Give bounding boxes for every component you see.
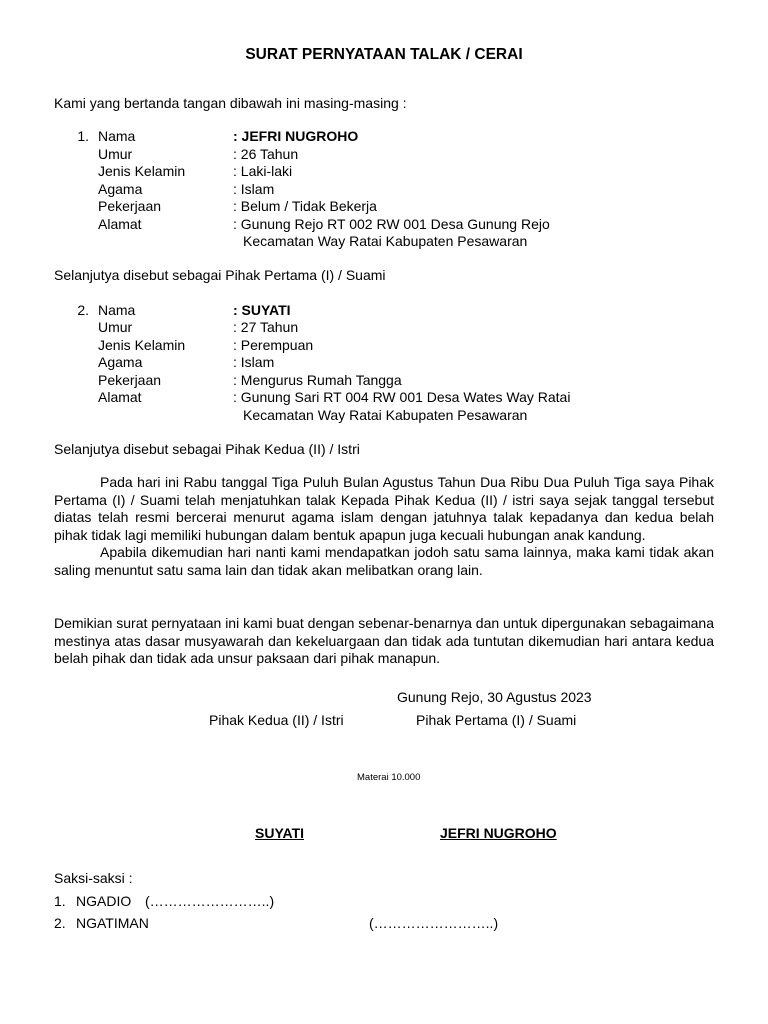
paragraph-divorce-statement: Pada hari ini Rabu tanggal Tiga Puluh Bulan Agustus Tahun Dua Ribu Dua Puluh Tiga saya Pihak Pertama (I) / Suami telah menjatuhkan talak Kepada Pihak Kedua (II) / istri saya sejak tanggal tersebut diatas telah resmi bercerai menurut agama islam dengan jatuhnya talak kepadanya dan kedua belah pihak tidak lagi memiliki hubungan dalam bentuk apapun juga kecuali hubungan anak kandung.: [54, 474, 714, 543]
signature-label-first-party: Pihak Pertama (I) / Suami: [416, 712, 577, 728]
closing-text: Demikian surat pernyataan ini kami buat dengan sebenar-benarnya dan untuk dipergunakan sebagaimana mestinya atas dasar musyawarah dan kekeluargaan dan tidak ada tuntutan dikemudian hari antara kedua belah pihak dan tidak ada unsur paksaan dari pihak manapun.: [54, 615, 714, 666]
witness-1-signature-blank: (……………………..): [145, 893, 275, 909]
party1-address-line2: Kecamatan Way Ratai Kabupaten Pesawaran: [243, 233, 528, 249]
signature-name-first-party: JEFRI NUGROHO: [440, 825, 557, 841]
party2-address-label: Alamat: [98, 389, 142, 405]
party2-religion-label: Agama: [98, 354, 143, 370]
witness-heading: Saksi-saksi :: [54, 870, 133, 886]
party2-name-label: Nama: [98, 302, 136, 318]
party1-religion-value: : Islam: [233, 181, 275, 197]
party2-age-label: Umur: [98, 319, 133, 335]
party2-address-line2: Kecamatan Way Ratai Kabupaten Pesawaran: [243, 407, 528, 423]
witness-2-name: NGATIMAN: [76, 915, 149, 931]
party1-address-label: Alamat: [98, 216, 142, 232]
place-date: Gunung Rejo, 30 Agustus 2023: [397, 689, 592, 705]
party1-designation: Selanjutya disebut sebagai Pihak Pertama (I) / Suami: [54, 267, 386, 283]
signature-label-second-party: Pihak Kedua (II) / Istri: [209, 712, 344, 728]
party1-name-value: : JEFRI NUGROHO: [233, 128, 359, 144]
party2-designation: Selanjutya disebut sebagai Pihak Kedua (II) / Istri: [54, 441, 360, 457]
party1-number: 1.: [77, 128, 89, 144]
witness-2-signature-blank: (……………………..): [369, 915, 499, 931]
party1-occupation-label: Pekerjaan: [98, 198, 162, 214]
party1-age-label: Umur: [98, 146, 133, 162]
party2-number: 2.: [77, 302, 89, 318]
party2-address-value: : Gunung Sari RT 004 RW 001 Desa Wates Way Ratai: [233, 389, 571, 405]
party2-name-value: : SUYATI: [233, 302, 291, 318]
signature-name-second-party: SUYATI: [255, 825, 305, 841]
party1-age-value: : 26 Tahun: [233, 146, 299, 162]
party2-gender-label: Jenis Kelamin: [98, 337, 186, 353]
witness-1-number: 1.: [54, 893, 66, 909]
paragraph-no-claims: Apabila dikemudian hari nanti kami mendapatkan jodoh satu sama lainnya, maka kami tidak akan saling menuntut satu sama lain dan tidak akan melibatkan orang lain.: [54, 544, 714, 578]
party1-gender-label: Jenis Kelamin: [98, 163, 186, 179]
document-title: SURAT PERNYATAAN TALAK / CERAI: [245, 46, 523, 63]
party1-occupation-value: : Belum / Tidak Bekerja: [233, 198, 377, 214]
party1-gender-value: : Laki-laki: [233, 163, 293, 179]
party2-age-value: : 27 Tahun: [233, 319, 299, 335]
party2-religion-value: : Islam: [233, 354, 275, 370]
party1-religion-label: Agama: [98, 181, 143, 197]
party2-occupation-value: : Mengurus Rumah Tangga: [233, 372, 402, 388]
statement-body: [54, 474, 714, 579]
witness-1-name: NGADIO: [76, 893, 132, 909]
intro-text: Kami yang bertanda tangan dibawah ini masing-masing :: [54, 95, 407, 111]
paragraph-closing: [54, 615, 714, 668]
party2-gender-value: : Perempuan: [233, 337, 314, 353]
party2-occupation-label: Pekerjaan: [98, 372, 162, 388]
materai-stamp-label: Materai 10.000: [357, 772, 421, 783]
party1-name-label: Nama: [98, 128, 136, 144]
party1-address-value: : Gunung Rejo RT 002 RW 001 Desa Gunung Rejo: [233, 216, 550, 232]
witness-2-number: 2.: [54, 915, 66, 931]
